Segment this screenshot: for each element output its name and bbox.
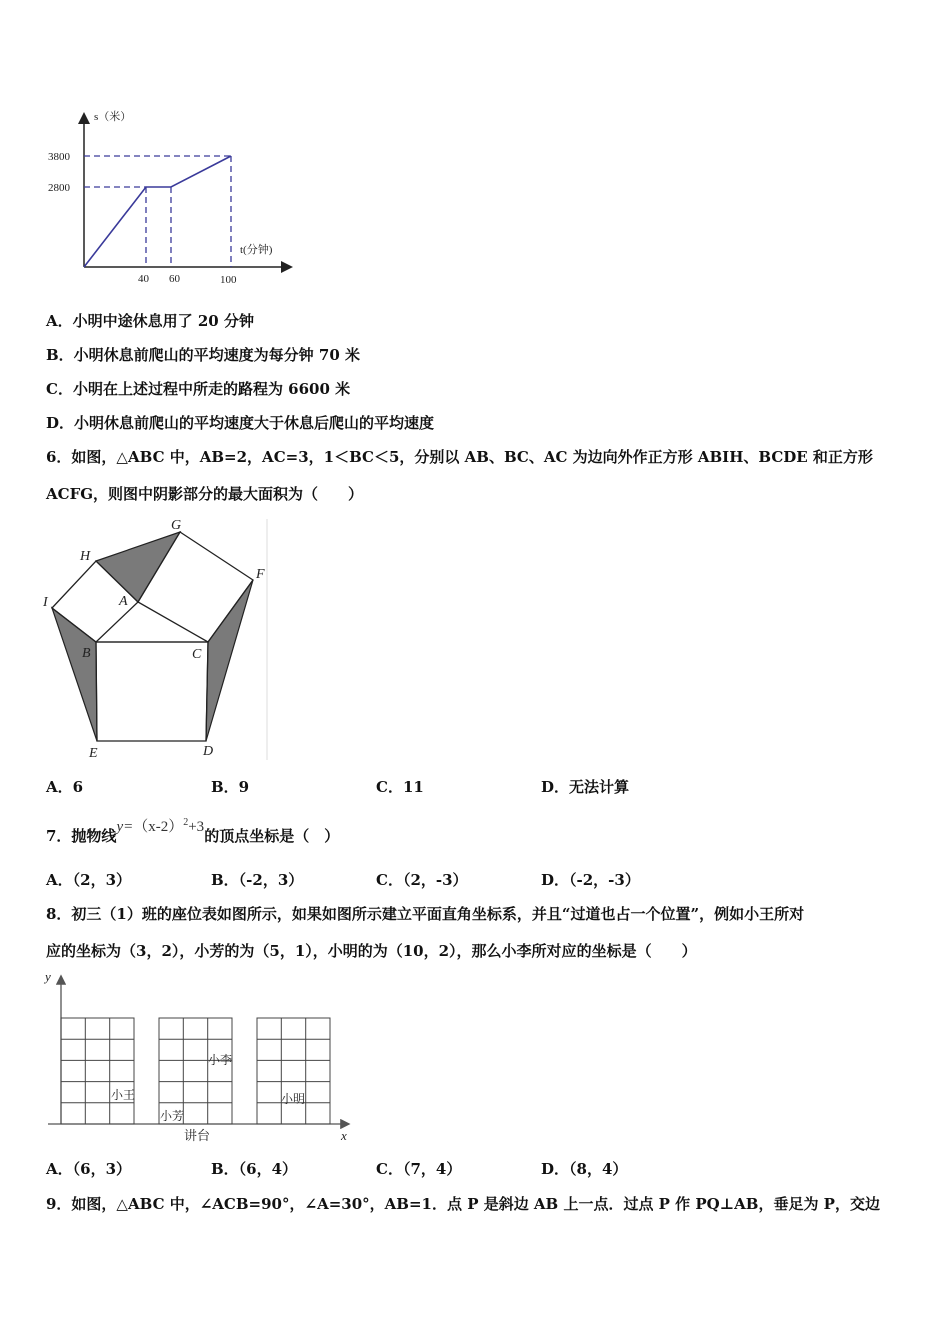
seat-xiaoli: 小李: [208, 1053, 233, 1067]
seating-chart: [40, 965, 360, 1145]
x-axis-label: t(分钟): [240, 244, 273, 256]
formula-y: y=: [116, 819, 134, 835]
q6-option-d: D．无法计算: [541, 778, 630, 796]
seat-xiaofang: 小芳: [160, 1109, 185, 1123]
shaded-triangle-left: [52, 608, 97, 741]
x-tick-60: 60: [169, 273, 180, 285]
q7-stem: [46, 817, 340, 847]
distance-line: [84, 156, 231, 267]
label-i: I: [43, 595, 48, 610]
q9-stem-line1: 9．如图，△ABC 中，∠ACB=90°，∠A=30°，AB=1．点 P 是斜边 AB 上一点．过点 P 作 PQ⊥AB，垂足为 P，交边: [46, 1195, 880, 1213]
label-b: B: [82, 646, 91, 661]
x-tick-40: 40: [138, 273, 149, 285]
label-c: C: [192, 647, 202, 662]
q7-option-b: B．（-2，3）: [211, 871, 304, 889]
q8-option-a: A．（6，3）: [46, 1160, 132, 1178]
podium-label: 讲台: [184, 1129, 211, 1144]
y-tick-2800: 2800: [48, 182, 70, 194]
seat-block-left: [61, 1018, 134, 1124]
q5-option-c: C．小明在上述过程中所走的路程为 6600 米: [46, 380, 351, 398]
label-f: F: [256, 567, 265, 582]
seat-xiaowang: 小王: [111, 1088, 136, 1102]
q5-option-d: D．小明休息前爬山的平均速度大于休息后爬山的平均速度: [46, 414, 435, 432]
q8-option-c: C．（7，4）: [376, 1160, 462, 1178]
q8-option-b: B．（6，4）: [211, 1160, 298, 1178]
squares-figure: [40, 515, 275, 765]
y-axis-label: s（米）: [94, 111, 132, 123]
formula-body: （x-2）: [133, 819, 184, 835]
q6-option-b: B．9: [211, 778, 250, 796]
q5-option-a: A．小明中途休息用了 20 分钟: [46, 312, 254, 330]
distance-time-graph: [40, 105, 300, 295]
seat-y-label: y: [45, 969, 51, 984]
q8-stem-line1: 8．初三（1）班的座位表如图所示，如果如图所示建立平面直角坐标系，并且“过道也占一个位置”，例如小王所对: [46, 905, 805, 923]
q6-option-c: C．11: [376, 778, 424, 796]
formula-exponent: 2: [183, 817, 189, 828]
q7-prefix: 7．抛物线: [46, 827, 117, 845]
shaded-triangle-right: [206, 580, 253, 741]
x-tick-100: 100: [220, 274, 237, 286]
label-a: A: [119, 594, 128, 609]
q6-stem-line2: ACFG，则图中阴影部分的最大面积为（ ）: [46, 485, 364, 503]
q7-option-a: A．（2，3）: [46, 871, 132, 889]
q6-option-a: A．6: [46, 778, 84, 796]
label-e: E: [89, 746, 98, 761]
q6-stem-line1: 6．如图，△ABC 中，AB=2，AC=3，1＜BC＜5，分别以 AB、BC、AC 为边向外作正方形 ABIH、BCDE 和正方形: [46, 448, 873, 466]
q7-formula: [116, 813, 204, 837]
y-tick-3800: 3800: [48, 151, 70, 163]
q8-stem-line2: 应的坐标为（3，2），小芳的为（5，1），小明的为（10，2），那么小李所对应的坐标是（ ）: [46, 942, 697, 960]
q5-option-b: B．小明休息前爬山的平均速度为每分钟 70 米: [46, 346, 360, 364]
shaded-triangle-top: [96, 532, 180, 602]
q8-option-d: D．（8，4）: [541, 1160, 628, 1178]
q7-option-d: D．（-2，-3）: [541, 871, 640, 889]
formula-tail: +3: [188, 819, 205, 835]
q7-option-c: C．（2，-3）: [376, 871, 468, 889]
label-h: H: [80, 549, 91, 564]
q7-suffix: 的顶点坐标是（ ）: [204, 827, 340, 845]
label-g: G: [171, 518, 182, 533]
label-d: D: [203, 744, 214, 759]
seat-xiaoming: 小明: [281, 1092, 306, 1106]
seat-x-label: x: [341, 1128, 347, 1143]
seat-block-right: [257, 1018, 330, 1124]
